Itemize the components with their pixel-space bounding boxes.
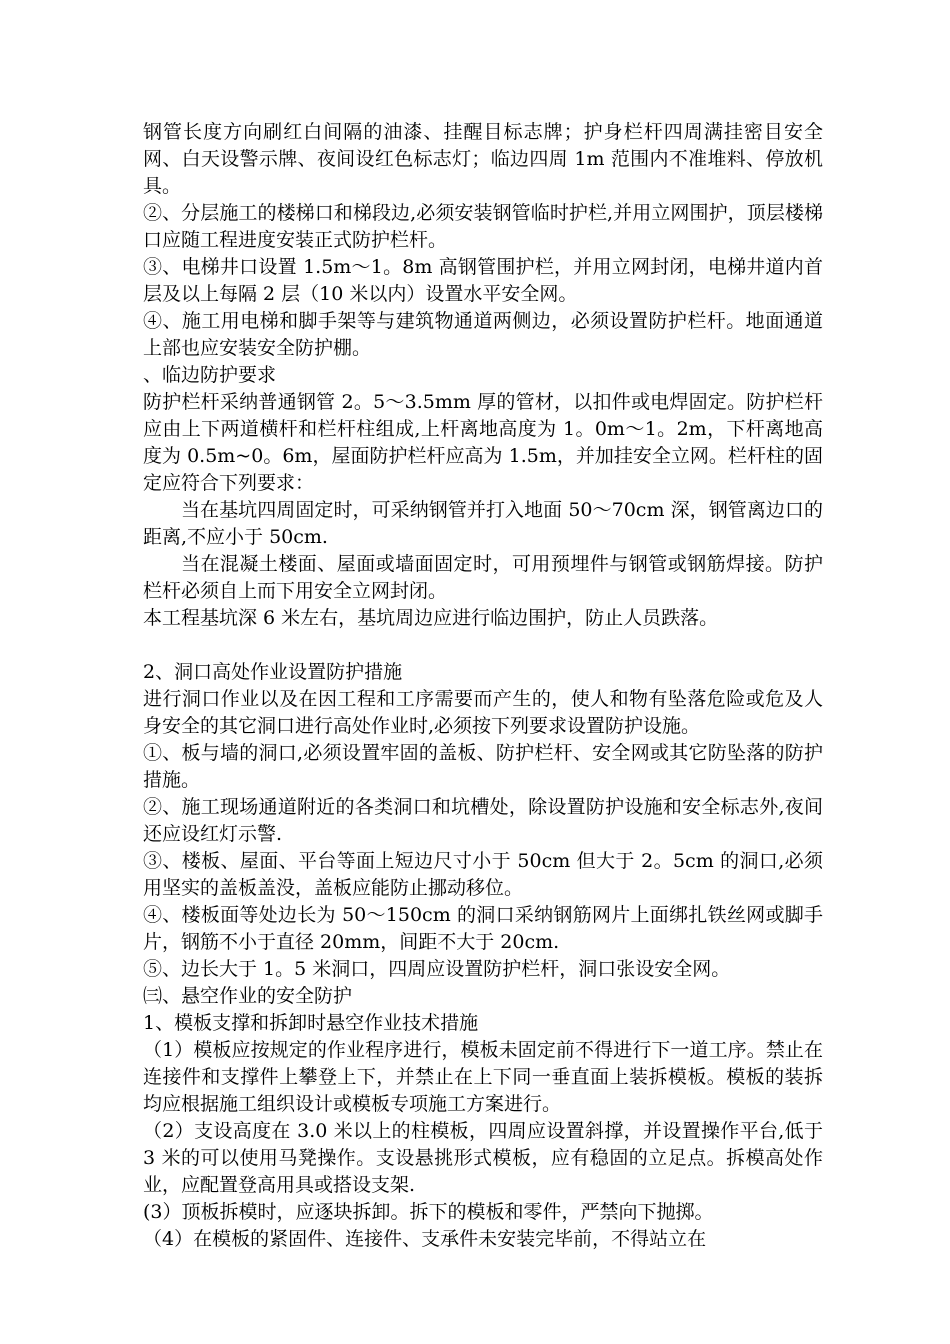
paragraph-concrete-fixing: 当在混凝土楼面、屋面或墙面固定时，可用预埋件与钢管或钢筋焊接。防护栏杆必须自上而下用安全立网封闭。	[143, 553, 823, 602]
paragraph-pit-fixing: 当在基坑四周固定时，可采纳钢管并打入地面 50～70cm 深，钢管离边口的距离,不应小于 50cm.	[143, 499, 823, 548]
paragraph-opening-item-3: ③、楼板、屋面、平台等面上短边尺寸小于 50cm 但大于 2。5cm 的洞口,必须用坚实的盖板盖没，盖板应能防止挪动移位。	[143, 850, 823, 899]
heading-opening-protection: 2、洞口高处作业设置防护措施	[143, 661, 403, 683]
heading-formwork-measures: 1、模板支撑和拆卸时悬空作业技术措施	[143, 1012, 479, 1034]
paragraph-opening-intro: 进行洞口作业以及在因工程和工序需要而产生的，使人和物有坠落危险或危及人身安全的其它洞口进行高处作业时,必须按下列要求设置防护设施。	[143, 688, 823, 737]
paragraph-elevator-scaffold: ④、施工用电梯和脚手架等与建筑物通道两侧边，必须设置防护栏杆。地面通道上部也应安装安全防护棚。	[143, 310, 823, 359]
heading-suspended-work: ㈢、悬空作业的安全防护	[143, 985, 353, 1007]
paragraph-elevator-shaft: ③、电梯井口设置 1.5m～1。8m 高钢管围护栏，并用立网封闭，电梯井道内首层及以上每隔 2 层（10 米以内）设置水平安全网。	[143, 256, 823, 305]
paragraph-stair-edge: ②、分层施工的楼梯口和梯段边,必须安装钢管临时护栏,并用立网围护，顶层楼梯口应随工程进度安装正式防护栏杆。	[143, 202, 823, 251]
paragraph-formwork-item-2: （2）支设高度在 3.0 米以上的柱模板，四周应设置斜撑，并设置操作平台,低于 3 米的可以使用马凳操作。支设悬挑形式模板，应有稳固的立足点。拆模高处作业，应配置登高用具或搭设支架.	[143, 1120, 823, 1196]
paragraph-formwork-item-4: （4）在模板的紧固件、连接件、支承件未安装完毕前，不得站立在	[143, 1228, 707, 1250]
paragraph-opening-item-5: ⑤、边长大于 1。5 米洞口，四周应设置防护栏杆，洞口张设安全网。	[143, 958, 731, 980]
paragraph-opening-item-2: ②、施工现场通道附近的各类洞口和坑槽处，除设置防护设施和安全标志外,夜间还应设红灯示警.	[143, 796, 823, 845]
paragraph-opening-item-4: ④、楼板面等处边长为 50～150cm 的洞口采纳钢筋网片上面绑扎铁丝网或脚手片，钢筋不小于直径 20mm，间距不大于 20cm.	[143, 904, 823, 953]
paragraph-opening-item-1: ①、板与墙的洞口,必须设置牢固的盖板、防护栏杆、安全网或其它防坠落的防护措施。	[143, 742, 823, 791]
paragraph-formwork-item-3: (3）顶板拆模时，应逐块拆卸。拆下的模板和零件，严禁向下抛掷。	[143, 1201, 714, 1223]
paragraph-railing-marking: 钢管长度方向刷红白间隔的油漆、挂醒目标志牌；护身栏杆四周满挂密目安全网、白天设警示牌、夜间设红色标志灯；临边四周 1m 范围内不准堆料、停放机具。	[143, 121, 823, 197]
blank-line	[143, 632, 823, 659]
paragraph-railing-material: 防护栏杆采纳普通钢管 2。5～3.5mm 厚的管材，以扣件或电焊固定。防护栏杆应由上下两道横杆和栏杆柱组成,上杆离地高度为 1。0m～1。2m，下杆离地高度为 0.5m~0。6m，屋面防护栏杆应高为 1.5m，并加挂安全立网。栏杆柱的固定应符合下列要求：	[143, 391, 823, 494]
heading-edge-protection: 、临边防护要求	[143, 364, 277, 386]
document-body	[143, 119, 823, 1253]
paragraph-pit-depth: 本工程基坑深 6 米左右，基坑周边应进行临边围护，防止人员跌落。	[143, 607, 719, 629]
paragraph-formwork-item-1: （1）模板应按规定的作业程序进行，模板未固定前不得进行下一道工序。禁止在连接件和支撑件上攀登上下，并禁止在上下同一垂直面上装拆模板。模板的装拆均应根据施工组织设计或模板专项施工方案进行。	[143, 1039, 823, 1115]
